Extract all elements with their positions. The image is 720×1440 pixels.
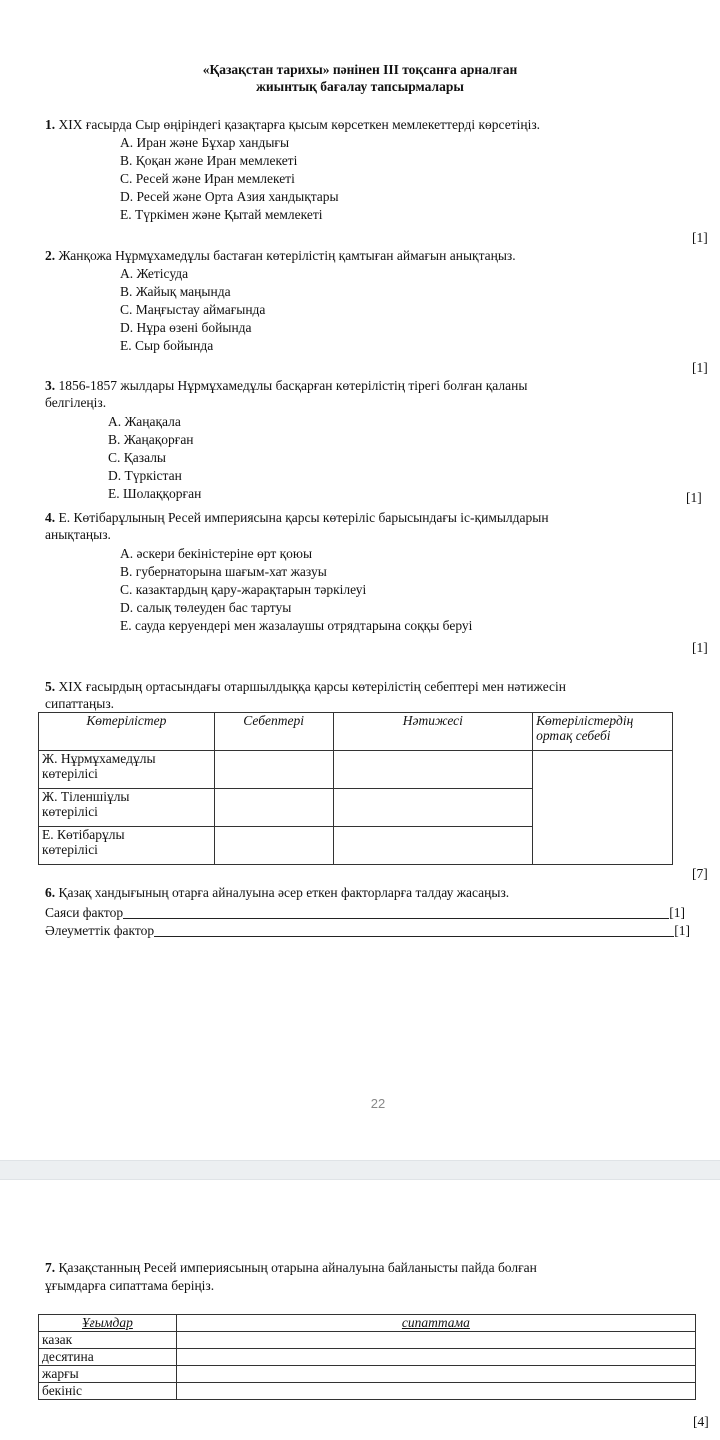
concepts-table bbox=[38, 1314, 696, 1400]
option: D. Ресей және Орта Азия хандықтары bbox=[120, 189, 339, 204]
option: D. Нұра өзені бойында bbox=[120, 320, 252, 335]
political-factor-line bbox=[45, 905, 685, 921]
concept-cell: жарғы bbox=[39, 1366, 177, 1383]
table-row bbox=[39, 751, 673, 789]
description-cell[interactable] bbox=[176, 1332, 695, 1349]
question-4-text: Е. Көтібарұлының Ресей империясына қарсы көтеріліс барысындағы іс-қимылдарын bbox=[58, 510, 549, 525]
option: E. Сыр бойында bbox=[120, 338, 214, 353]
document-title-line2: жиынтық бағалау тапсырмалары bbox=[256, 79, 464, 94]
question-1-text: XIX ғасырда Сыр өңіріндегі қазақтарға қысым көрсеткен мемлекеттерді көрсетіңіз. bbox=[58, 117, 541, 132]
question-5-mark: [7] bbox=[692, 866, 708, 881]
table-row bbox=[39, 1349, 696, 1366]
uprisings-table bbox=[38, 712, 673, 865]
question-7-number: 7. bbox=[45, 1260, 56, 1275]
option: B. Қоқан және Иран мемлекеті bbox=[120, 153, 298, 168]
question-4-text-cont: анықтаңыз. bbox=[45, 527, 111, 542]
question-4-number: 4. bbox=[45, 510, 56, 525]
question-1-number: 1. bbox=[45, 117, 56, 132]
social-factor-line bbox=[45, 923, 690, 939]
option: B. Жаңақорған bbox=[108, 432, 194, 447]
column-header: Ұғымдар bbox=[39, 1315, 177, 1332]
option: A. Жаңақала bbox=[108, 414, 181, 429]
option: E. сауда керуендері мен жазалаушы отрядтарына соққы беруі bbox=[120, 618, 473, 633]
page-separator bbox=[0, 1160, 720, 1180]
question-6-number: 6. bbox=[45, 885, 56, 900]
option: B. Жайық маңында bbox=[120, 284, 231, 299]
question-4-options bbox=[120, 545, 472, 635]
uprising-name-cell: Ж. Нұрмұхамедұлы көтерілісі bbox=[39, 751, 215, 789]
column-header: Көтерілістер bbox=[39, 713, 215, 751]
question-6-text: Қазақ хандығының отарға айналуына әсер еткен факторларға талдау жасаңыз. bbox=[58, 885, 510, 900]
description-cell[interactable] bbox=[176, 1349, 695, 1366]
social-factor-mark: [1] bbox=[674, 923, 690, 938]
question-2-mark: [1] bbox=[692, 360, 708, 375]
column-header: Нәтижесі bbox=[333, 713, 533, 751]
option: C. Қазалы bbox=[108, 450, 167, 465]
option: E. Шолаққорған bbox=[108, 486, 202, 501]
option: A. Иран және Бұхар хандығы bbox=[120, 135, 290, 150]
causes-cell[interactable] bbox=[214, 789, 333, 827]
question-5-text: XIX ғасырдың ортасындағы отаршылдыққа қарсы көтерілістің себептері мен нәтижесін bbox=[58, 679, 566, 694]
option: C. Ресей және Иран мемлекеті bbox=[120, 171, 295, 186]
column-header: Көтерілістердің ортақ себебі bbox=[533, 713, 673, 751]
question-2-options bbox=[120, 265, 265, 355]
page-number: 22 bbox=[370, 1096, 386, 1111]
question-1-options bbox=[120, 134, 339, 224]
social-factor-label: Әлеуметтік фактор bbox=[45, 923, 155, 938]
question-7-text: Қазақстанның Ресей империясының отарына айналуына байланысты пайда болған bbox=[58, 1260, 537, 1275]
option: A. Жетісуда bbox=[120, 266, 189, 281]
political-factor-mark: [1] bbox=[669, 905, 685, 920]
question-4-mark: [1] bbox=[692, 640, 708, 655]
option: E. Түркімен және Қытай мемлекеті bbox=[120, 207, 323, 222]
option: A. әскери бекіністеріне өрт қоюы bbox=[120, 546, 313, 561]
political-factor-label: Саяси фактор bbox=[45, 905, 124, 920]
question-1 bbox=[45, 117, 540, 133]
uprising-name-cell: Ж. Тіленшіұлы көтерілісі bbox=[39, 789, 215, 827]
question-3-mark: [1] bbox=[686, 490, 702, 505]
results-cell[interactable] bbox=[333, 789, 533, 827]
question-2 bbox=[45, 248, 516, 264]
causes-cell[interactable] bbox=[214, 751, 333, 789]
results-cell[interactable] bbox=[333, 827, 533, 865]
option: D. салық төлеуден бас тартуы bbox=[120, 600, 292, 615]
table-row bbox=[39, 1383, 696, 1400]
option: C. казактардың қару-жарақтарын тәркілеуі bbox=[120, 582, 367, 597]
table-row bbox=[39, 1366, 696, 1383]
question-2-number: 2. bbox=[45, 248, 56, 263]
question-3-options bbox=[108, 413, 201, 503]
description-cell[interactable] bbox=[176, 1383, 695, 1400]
question-7-mark: [4] bbox=[693, 1414, 709, 1429]
political-factor-answer[interactable] bbox=[123, 905, 669, 919]
question-5-number: 5. bbox=[45, 679, 56, 694]
option: B. губернаторына шағым-хат жазуы bbox=[120, 564, 327, 579]
question-6 bbox=[45, 885, 509, 901]
concept-cell: бекініс bbox=[39, 1383, 177, 1400]
common-cause-cell[interactable] bbox=[533, 751, 673, 865]
question-1-mark: [1] bbox=[692, 230, 708, 245]
social-factor-answer[interactable] bbox=[154, 923, 674, 937]
table-row bbox=[39, 1332, 696, 1349]
question-3-number: 3. bbox=[45, 378, 56, 393]
question-4 bbox=[45, 510, 549, 526]
question-5-text-cont: сипаттаңыз. bbox=[45, 696, 115, 711]
question-2-text: Жанқожа Нұрмұхамедұлы бастаған көтерілістің қамтыған аймағын анықтаңыз. bbox=[58, 248, 516, 263]
question-5 bbox=[45, 679, 566, 695]
concept-cell: десятина bbox=[39, 1349, 177, 1366]
question-3-text: 1856-1857 жылдары Нұрмұхамедұлы басқарған көтерілістің тірегі болған қаланы bbox=[58, 378, 528, 393]
question-3-text-cont: белгілеңіз. bbox=[45, 395, 107, 410]
option: C. Маңғыстау аймағында bbox=[120, 302, 266, 317]
causes-cell[interactable] bbox=[214, 827, 333, 865]
question-7-text-cont: ұғымдарға сипаттама беріңіз. bbox=[45, 1278, 215, 1293]
option: D. Түркістан bbox=[108, 468, 182, 483]
column-header: сипаттама bbox=[176, 1315, 695, 1332]
document-title-line1: «Қазақстан тарихы» пәнінен III тоқсанға арналған bbox=[202, 62, 518, 77]
column-header: Себептері bbox=[214, 713, 333, 751]
question-3 bbox=[45, 378, 527, 394]
uprising-name-cell: Е. Көтібарұлы көтерілісі bbox=[39, 827, 215, 865]
description-cell[interactable] bbox=[176, 1366, 695, 1383]
question-7 bbox=[45, 1260, 537, 1276]
results-cell[interactable] bbox=[333, 751, 533, 789]
concept-cell: казак bbox=[39, 1332, 177, 1349]
